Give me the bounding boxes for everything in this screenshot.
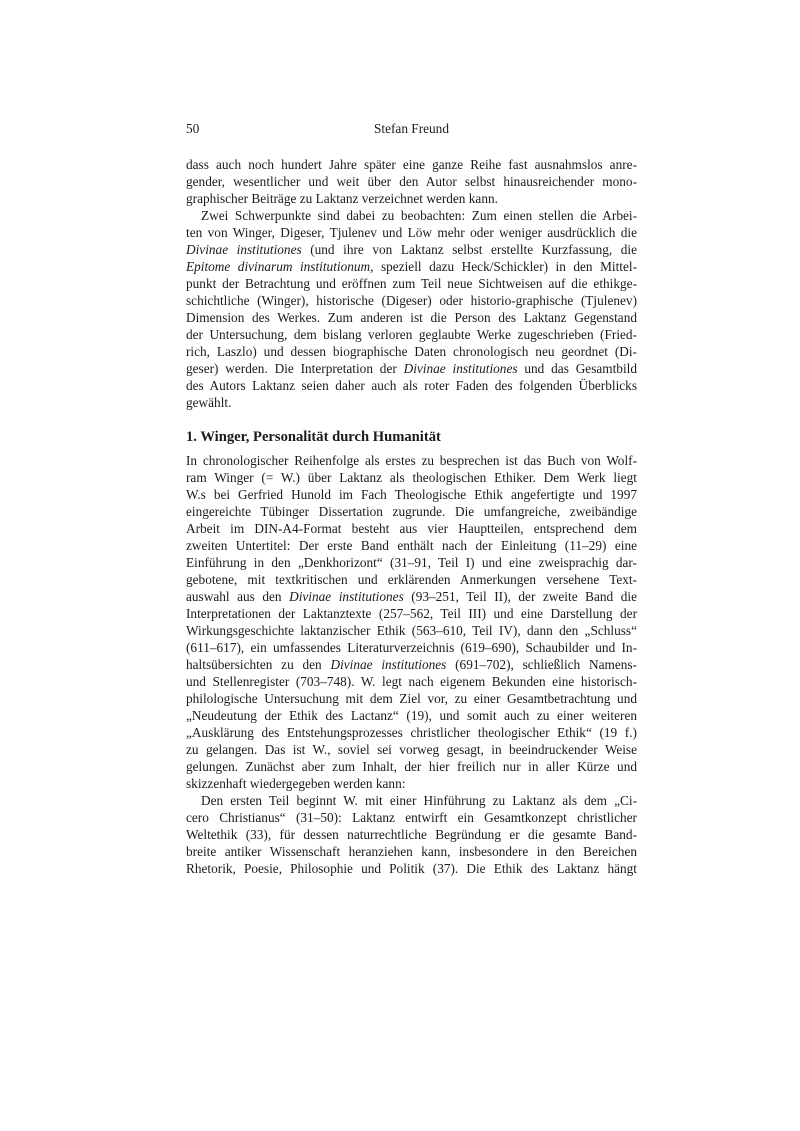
text-segment: W.s bei Gerfried Hunold im Fach Theologische Ethik angefertigte und 1997	[186, 487, 637, 502]
text-segment: „Neudeutung der Ethik des Lactanz“ (19), und somit auch zu einer weiteren	[186, 708, 637, 723]
text-segment: (und ihre von Laktanz selbst erstellte Kurzfassung, die	[301, 242, 637, 257]
italic-text-segment: Divinae institutiones	[403, 361, 518, 376]
text-segment: (691–702), schließlich Namens-	[446, 657, 637, 672]
text-line	[186, 622, 637, 639]
paragraph	[186, 452, 637, 792]
text-segment: ten von Winger, Digeser, Tjulenev und Löw mehr oder weniger ausdrücklich die	[186, 225, 637, 240]
text-line	[186, 826, 637, 843]
text-line	[186, 673, 637, 690]
text-line	[186, 520, 637, 537]
italic-text-segment: Divinae institutiones	[289, 589, 404, 604]
text-segment: skizzenhaft wiedergegeben werden kann:	[186, 776, 406, 791]
text-line	[186, 377, 637, 394]
text-line	[186, 775, 637, 792]
text-line	[186, 469, 637, 486]
running-head-author: Stefan Freund	[374, 121, 449, 136]
italic-text-segment: Divinae institutiones	[186, 242, 302, 257]
text-line	[186, 503, 637, 520]
text-line	[186, 343, 637, 360]
text-segment: „Ausklärung des Entstehungsprozesses christlicher theologischer Ethik“ (19 f.)	[186, 725, 637, 740]
text-line	[186, 309, 637, 326]
text-line	[186, 792, 637, 809]
text-line	[186, 224, 637, 241]
text-segment: graphischer Beiträge zu Laktanz verzeichnet werden kann.	[186, 191, 498, 206]
text-line	[186, 207, 637, 224]
text-segment: eingereichte Tübinger Dissertation zugrunde. Die umfangreiche, zweibändige	[186, 504, 637, 519]
article-body	[186, 156, 637, 877]
text-line	[186, 571, 637, 588]
text-segment: Rhetorik, Poesie, Philosophie und Politik (37). Die Ethik des Laktanz hängt	[186, 861, 637, 876]
text-line	[186, 190, 637, 207]
page-number: 50	[186, 121, 200, 136]
text-segment: auswahl aus den	[186, 589, 290, 604]
text-segment: Weltethik (33), für dessen naturrechtliche Begründung er die gesamte Band-	[186, 827, 637, 842]
text-segment: dass auch noch hundert Jahre später eine ganze Reihe fast ausnahmslos anre-	[186, 157, 637, 172]
text-line	[186, 258, 637, 275]
text-segment: In chronologischer Reihenfolge als erstes zu besprechen ist das Buch von Wolf-	[186, 453, 637, 468]
paragraph	[186, 207, 637, 411]
paragraph	[186, 156, 637, 207]
italic-text-segment: Divinae institutiones	[330, 657, 447, 672]
text-line	[186, 537, 637, 554]
text-segment: rich, Laszlo) und dessen biographische Daten chronologisch neu geordnet (Di-	[186, 344, 637, 359]
text-line	[186, 843, 637, 860]
text-segment: und Stellenregister (703–748). W. legt nach eigenem Bekunden eine historisch-	[186, 674, 637, 689]
text-segment: breite antiker Wissenschaft heranziehen kann, insbesondere in den Bereichen	[186, 844, 637, 859]
text-line	[186, 707, 637, 724]
text-segment: ram Winger (= W.) über Laktanz als theologischen Ethiker. Dem Werk liegt	[186, 470, 637, 485]
text-line	[186, 486, 637, 503]
text-segment: gender, wesentlicher und weit über den Autor selbst hinausreichender mono-	[186, 174, 637, 189]
text-line	[186, 860, 637, 877]
text-line	[186, 809, 637, 826]
text-line	[186, 360, 637, 377]
text-line	[186, 639, 637, 656]
text-segment: gewählt.	[186, 395, 232, 410]
text-line	[186, 554, 637, 571]
text-segment: Dimension des Werkes. Zum anderen ist die Person des Laktanz Gegenstand	[186, 310, 637, 325]
text-segment: und das Gesamtbild	[517, 361, 637, 376]
text-segment: Einführung in den „Denkhorizont“ (31–91, Teil I) und eine zweisprachig dar-	[186, 555, 637, 570]
text-line	[186, 588, 637, 605]
text-segment: Zwei Schwerpunkte sind dabei zu beobachten: Zum einen stellen die Arbei-	[201, 208, 637, 223]
text-line	[186, 394, 637, 411]
text-segment: zu gelangen. Das ist W., soviel sei vorweg gesagt, in beeindruckender Weise	[186, 742, 637, 757]
text-segment: (93–251, Teil II), der zweite Band die	[403, 589, 637, 604]
text-segment: Wirkungsgeschichte laktanzischer Ethik (563–610, Teil IV), dann den „Schluss“	[186, 623, 637, 638]
text-line	[186, 326, 637, 343]
text-line	[186, 292, 637, 309]
text-segment: schichtliche (Winger), historische (Digeser) oder historio-graphische (Tjulenev)	[186, 293, 637, 308]
text-line	[186, 275, 637, 292]
italic-text-segment: Epitome divinarum institutionum	[186, 259, 371, 274]
text-line	[186, 758, 637, 775]
text-segment: (611–617), ein umfassendes Literaturverzeichnis (619–690), Schaubilder und In-	[186, 640, 637, 655]
text-segment: , speziell dazu Heck/Schickler) in den Mittel-	[370, 259, 638, 274]
text-segment: punkt der Betrachtung und eröffnen zum Teil neue Sichtweisen auf die ethikge-	[186, 276, 637, 291]
text-line	[186, 690, 637, 707]
text-line	[186, 156, 637, 173]
running-header	[186, 120, 637, 137]
text-segment: gelungen. Zunächst aber zum Inhalt, der hier freilich nur in aller Kürze und	[186, 759, 637, 774]
text-segment: geser) werden. Die Interpretation der	[186, 361, 404, 376]
text-segment: haltsübersichten zu den	[186, 657, 331, 672]
text-segment: Arbeit im DIN-A4-Format besteht aus vier Hauptteilen, entsprechend dem	[186, 521, 637, 536]
text-line	[186, 741, 637, 758]
text-line	[186, 452, 637, 469]
text-line	[186, 241, 637, 258]
text-line	[186, 605, 637, 622]
text-segment: gebotene, mit textkritischen und erklärenden Anmerkungen versehene Text-	[186, 572, 637, 587]
section-heading: 1. Winger, Personalität durch Humanität	[186, 429, 441, 445]
text-segment: philologische Untersuchung mit dem Ziel vor, zu einer Gesamtbetrachtung und	[186, 691, 637, 706]
text-line	[186, 724, 637, 741]
text-segment: cero Christianus“ (31–50): Laktanz entwirft ein Gesamtkonzept christlicher	[186, 810, 637, 825]
paragraph	[186, 792, 637, 877]
text-line	[186, 173, 637, 190]
text-segment: des Autors Laktanz seien daher auch als roter Faden des folgenden Überblicks	[186, 378, 637, 393]
text-segment: Interpretationen der Laktanztexte (257–562, Teil III) und eine Darstellung der	[186, 606, 637, 621]
text-segment: Den ersten Teil beginnt W. mit einer Hinführung zu Laktanz als dem „Ci-	[201, 793, 637, 808]
text-line	[186, 656, 637, 673]
text-segment: der Untersuchung, dem bislang verloren geglaubte Werke zugeschrieben (Fried-	[186, 327, 637, 342]
text-segment: zweiten Untertitel: Der erste Band enthält nach der Einleitung (11–29) eine	[186, 538, 637, 553]
